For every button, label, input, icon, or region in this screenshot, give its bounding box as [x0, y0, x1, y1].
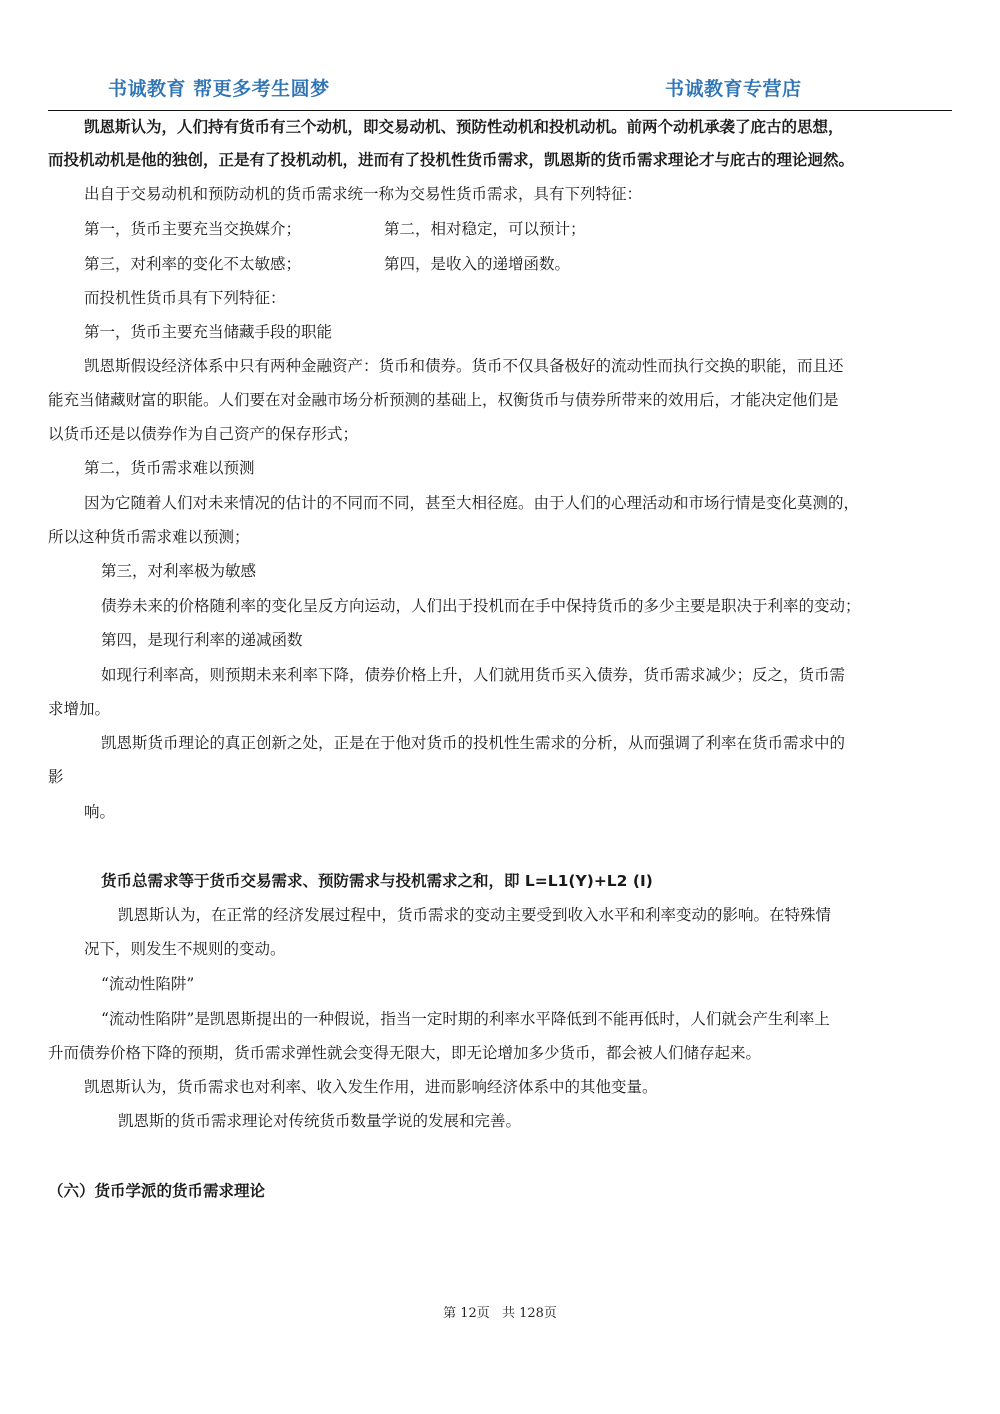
feature-4: 第四，是收入的递增函数。	[384, 255, 571, 273]
normal-condition-line-1: 凯恩斯认为，在正常的经济发展过程中，货币需求的变动主要受到收入水平和利率变动的影响。在特殊情	[118, 906, 832, 924]
speculative-feature-2-title: 第二，货币需求难以预测	[84, 459, 255, 477]
speculative-feature-4-line-1: 如现行利率高，则预期未来利率下降，债券价格上升，人们就用货币买入债券，货币需求减少；反之，货币需	[101, 666, 846, 684]
total-demand-formula: 货币总需求等于货币交易需求、预防需求与投机需求之和，即 L=L1(Y)+L2 (I)	[101, 872, 653, 890]
feature-1: 第一，货币主要充当交换媒介；	[84, 220, 302, 238]
speculative-feature-2-line-2: 所以这种货币需求难以预测；	[48, 528, 250, 546]
speculative-feature-1-line-1: 凯恩斯假设经济体系中只有两种金融资产：货币和债券。货币不仅具备极好的流动性而执行交换的职能，而且还	[84, 357, 844, 375]
liquidity-trap-title: “流动性陷阱”	[101, 975, 195, 993]
innovation-line-2: 影	[48, 768, 64, 786]
page-total: 共 128页	[501, 1306, 557, 1321]
liquidity-trap-line-2: 升而债券价格下降的预期，货币需求弹性就会变得无限大，即无论增加多少货币，都会被人们储存起来。	[48, 1044, 762, 1062]
intro-bold-line-1: 凯恩斯认为，人们持有货币有三个动机，即交易动机、预防性动机和投机动机。前两个动机承袭了庇古的思想，	[84, 118, 844, 136]
innovation-line-3: 响。	[84, 803, 116, 821]
header-store-name: 书诚教育专营店	[665, 78, 802, 100]
innovation-line-1: 凯恩斯货币理论的真正创新之处，正是在于他对货币的投机性生需求的分析，从而强调了利率在货币需求中的	[101, 734, 846, 752]
intro-bold-line-2: 而投机动机是他的独创，正是有了投机动机，进而有了投机性货币需求，凯恩斯的货币需求理论才与庇古的理论迥然。	[48, 151, 855, 169]
transaction-demand-intro: 出自于交易动机和预防动机的货币需求统一称为交易性货币需求，具有下列特征：	[84, 185, 643, 203]
speculative-feature-4-title: 第四，是现行利率的递减函数	[101, 631, 303, 649]
page-number: 第 12页	[443, 1306, 490, 1321]
header-slogan: 书诚教育 帮更多考生圆梦	[108, 78, 330, 100]
speculative-feature-3-title: 第三，对利率极为敏感	[101, 562, 257, 580]
theory-perfection-line: 凯恩斯的货币需求理论对传统货币数量学说的发展和完善。	[118, 1112, 522, 1130]
speculative-feature-2-line-1: 因为它随着人们对未来情况的估计的不同而不同，甚至大相径庭。由于人们的心理活动和市场行情是变化莫测的，	[84, 494, 860, 512]
normal-condition-line-2: 况下，则发生不规则的变动。	[84, 940, 286, 958]
speculative-feature-4-line-2: 求增加。	[48, 700, 111, 718]
speculative-intro: 而投机性货币具有下列特征：	[84, 289, 286, 307]
feature-3: 第三，对利率的变化不太敏感；	[84, 255, 302, 273]
speculative-feature-1-line-3: 以货币还是以债券作为自己资产的保存形式；	[48, 425, 359, 443]
header-divider	[48, 110, 952, 111]
liquidity-trap-line-1: “流动性陷阱”是凯恩斯提出的一种假说，指当一定时期的利率水平降低到不能再低时，人们就会产生利率上	[101, 1010, 830, 1028]
speculative-feature-1-line-2: 能充当储藏财富的职能。人们要在对金融市场分析预测的基础上，权衡货币与债券所带来的效用后，才能决定他们是	[48, 391, 839, 409]
feature-2: 第二，相对稳定，可以预计；	[384, 220, 586, 238]
page-footer	[0, 1302, 1000, 1321]
demand-effect-line: 凯恩斯认为，货币需求也对利率、收入发生作用，进而影响经济体系中的其他变量。	[84, 1078, 658, 1096]
speculative-feature-3-line: 债券未来的价格随利率的变化呈反方向运动，人们出于投机而在手中保持货币的多少主要是职决于利率的变动；	[101, 597, 861, 615]
section-6-heading: （六）货币学派的货币需求理论	[48, 1182, 266, 1200]
speculative-feature-1-title: 第一，货币主要充当储藏手段的职能	[84, 323, 333, 341]
